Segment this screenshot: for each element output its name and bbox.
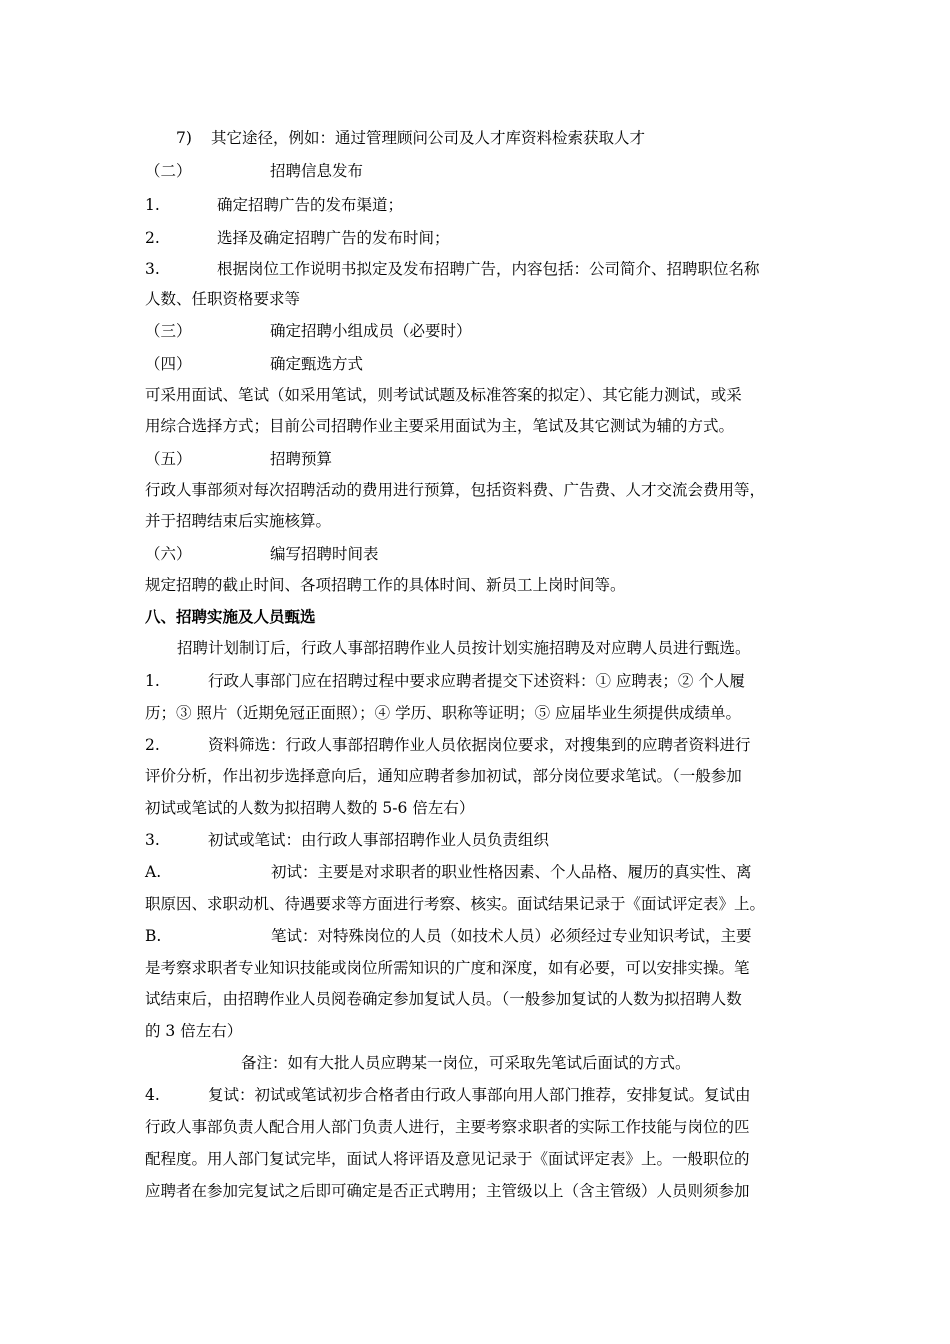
text-line: 用综合选择方式；目前公司招聘作业主要采用面试为主，笔试及其它测试为辅的方式。 bbox=[145, 417, 735, 435]
text-line: 行政人事部门应在招聘过程中要求应聘者提交下述资料：① 应聘表；② 个人履 bbox=[208, 672, 745, 690]
text-line: 试结束后，由招聘作业人员阅卷确定参加复试人员。（一般参加复试的人数为拟招聘人数 bbox=[145, 990, 742, 1008]
text-line: 配程度。用人部门复试完毕，面试人将评语及意见记录于《面试评定表》上。一般职位的 bbox=[145, 1150, 750, 1168]
list-number: A. bbox=[145, 863, 162, 881]
text-line: 评价分析，作出初步选择意向后，通知应聘者参加初试，部分岗位要求笔试。（一般参加 bbox=[145, 767, 742, 785]
text-line: 确定招聘广告的发布渠道； bbox=[217, 196, 404, 214]
list-number: 3. bbox=[145, 260, 160, 278]
list-number: 7) bbox=[176, 129, 192, 147]
section-number: （六） bbox=[145, 545, 192, 563]
text-line: 可采用面试、笔试（如采用笔试，则考试试题及标准答案的拟定）、其它能力测试，或采 bbox=[145, 386, 742, 404]
section-number: （五） bbox=[145, 450, 192, 468]
text-line: 人数、任职资格要求等 bbox=[145, 290, 301, 308]
text-line: 初试或笔试：由行政人事部招聘作业人员负责组织 bbox=[208, 831, 550, 849]
section-number: （四） bbox=[145, 355, 192, 373]
list-number: 2. bbox=[145, 736, 160, 754]
section-heading: 招聘预算 bbox=[270, 450, 333, 468]
note-line: 备注：如有大批人员应聘某一岗位，可采取先笔试后面试的方式。 bbox=[241, 1054, 691, 1072]
text-line: 职原因、求职动机、待遇要求等方面进行考察、核实。面试结果记录于《面试评定表》上。 bbox=[145, 895, 766, 913]
section-heading: 编写招聘时间表 bbox=[270, 545, 379, 563]
text-line: 行政人事部须对每次招聘活动的费用进行预算，包括资料费、广告费、人才交流会费用等， bbox=[145, 481, 766, 499]
text-line: 是考察求职者专业知识技能或岗位所需知识的广度和深度，如有必要，可以安排实操。笔 bbox=[145, 959, 750, 977]
text-line: 初试或笔试的人数为拟招聘人数的 5-6 倍左右） bbox=[145, 799, 475, 817]
section-number: （二） bbox=[145, 162, 192, 180]
text-line: 的 3 倍左右） bbox=[145, 1022, 243, 1040]
text-line: 资料筛选：行政人事部招聘作业人员依据岗位要求，对搜集到的应聘者资料进行 bbox=[208, 736, 751, 754]
list-number: 1. bbox=[145, 196, 160, 214]
section-heading: 招聘信息发布 bbox=[270, 162, 364, 180]
text-line: 初试：主要是对求职者的职业性格因素、个人品格、履历的真实性、离 bbox=[271, 863, 752, 881]
text-line: 笔试：对特殊岗位的人员（如技术人员）必须经过专业知识考试，主要 bbox=[271, 927, 752, 945]
section-heading: 确定甄选方式 bbox=[270, 355, 364, 373]
list-number: B. bbox=[145, 927, 162, 945]
text-line: 复试：初试或笔试初步合格者由行政人事部向用人部门推荐，安排复试。复试由 bbox=[208, 1086, 751, 1104]
text-line: 行政人事部负责人配合用人部门负责人进行，主要考察求职者的实际工作技能与岗位的匹 bbox=[145, 1118, 750, 1136]
text-line: 并于招聘结束后实施核算。 bbox=[145, 512, 332, 530]
text-line: 其它途径，例如：通过管理顾问公司及人才库资料检索获取人才 bbox=[211, 129, 646, 147]
section-number: （三） bbox=[145, 322, 192, 340]
list-number: 2. bbox=[145, 229, 160, 247]
list-number: 3. bbox=[145, 831, 160, 849]
text-line: 历；③ 照片（近期免冠正面照）；④ 学历、职称等证明；⑤ 应届毕业生须提供成绩单。 bbox=[145, 704, 742, 722]
section-heading: 确定招聘小组成员（必要时） bbox=[270, 322, 472, 340]
text-line: 根据岗位工作说明书拟定及发布招聘广告，内容包括：公司简介、招聘职位名称 bbox=[217, 260, 760, 278]
text-line: 应聘者在参加完复试之后即可确定是否正式聘用；主管级以上（含主管级）人员则须参加 bbox=[145, 1182, 750, 1200]
text-line: 招聘计划制订后，行政人事部招聘作业人员按计划实施招聘及对应聘人员进行甄选。 bbox=[177, 639, 751, 657]
list-number: 1. bbox=[145, 672, 160, 690]
chapter-heading: 八、招聘实施及人员甄选 bbox=[145, 607, 316, 626]
list-number: 4. bbox=[145, 1086, 160, 1104]
text-line: 规定招聘的截止时间、各项招聘工作的具体时间、新员工上岗时间等。 bbox=[145, 576, 626, 594]
text-line: 选择及确定招聘广告的发布时间； bbox=[217, 229, 450, 247]
